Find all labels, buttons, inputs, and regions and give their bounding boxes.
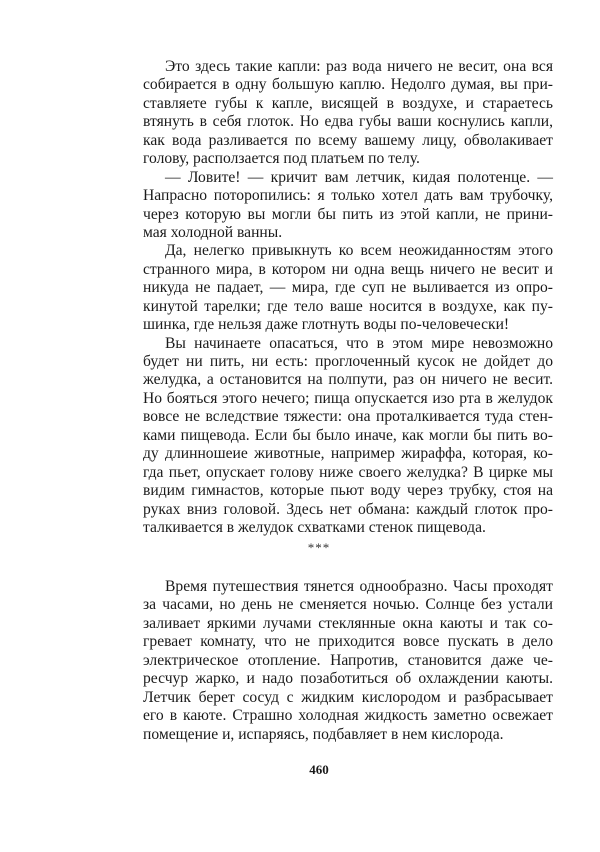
text-line: помещение и, испаряясь, подбавляет в нем кислорода. [143, 725, 504, 743]
text-line: ду длинношеие животные, например жираффа, которая, ко- [143, 445, 553, 463]
text-line: руках вниз головой. Здесь нет обмана: каждый глоток про- [143, 500, 553, 518]
text-line: втянуть в себя глоток. Но едва губы ваши коснулись капли, [143, 113, 553, 131]
text-line: Это здесь такие капли: раз вода ничего не весит, она вся [165, 58, 553, 75]
text-line: ками пищевода. Если бы было иначе, как могли бы пить во- [143, 426, 553, 444]
text-line: Время путешествия тянется однообразно. Часы проходят [165, 578, 553, 595]
text-line: как вода разливается по всему вашему лицу, обволакивает [143, 131, 553, 149]
text-line: шинка, где нельзя даже глотнуть воды по-человечески! [143, 316, 510, 334]
text-section-2 [143, 578, 553, 744]
text-line: голову, расползается под платьем по телу. [143, 150, 420, 168]
text-line: электрическое отопление. Напротив, становится даже че- [143, 651, 553, 669]
text-line: талкивается в желудок схватками стенок пищевода. [143, 518, 486, 536]
text-line: собирается в одну большую каплю. Недолго думая, вы при- [143, 76, 553, 94]
text-line: его в каюте. Страшно холодная жидкость заметно освежает [143, 707, 553, 725]
text-line: Но бояться этого нечего; пища опускается изо рта в желудок [143, 389, 553, 407]
text-line: гда пьет, опускает голову ниже своего желудка? В цирке мы [143, 463, 553, 481]
text-line: мая холодной ванны. [143, 223, 283, 241]
text-line: видим гимнастов, которые пьют воду через трубку, стоя на [143, 482, 553, 500]
section-separator: *** [307, 540, 331, 555]
text-section-1 [143, 58, 553, 537]
text-line: заливает яркими лучами стеклянные окна каюты и так со- [143, 614, 553, 632]
text-line: Летчик берет сосуд с жидким кислородом и разбрасывает [143, 688, 553, 706]
text-line: за часами, но день не сменяется ночью. Солнце без устали [143, 596, 553, 614]
text-line: ставляете губы к капле, висящей в воздухе, и стараетесь [143, 94, 553, 112]
text-line: ресчур жарко, и надо позаботиться об охлаждении каюты. [143, 670, 553, 688]
text-line: кинутой тарелки; где тело ваше носится в воздухе, как пу- [143, 297, 553, 315]
text-line: Да, нелегко привыкнуть ко всем неожиданностям этого [165, 242, 553, 260]
text-line: Вы начинаете опасаться, что в этом мире невозможно [165, 334, 553, 352]
text-line: Напрасно поторопились: я только хотел дать вам трубочку, [143, 187, 553, 205]
text-line: никуда не падает, — мира, где суп не выливается из опро- [143, 279, 553, 297]
text-line: — Ловите! — кричит вам летчик, кидая полотенце. — [165, 168, 553, 186]
text-line: вовсе не вследствие тяжести: она проталкивается туда стен- [143, 408, 553, 426]
text-line: желудка, а остановится на полпути, раз он ничего не весит. [143, 371, 553, 389]
page-number: 460 [309, 762, 329, 777]
text-line: странного мира, в котором ни одна вещь ничего не весит и [143, 260, 553, 278]
text-line: через которую вы могли бы пить из этой капли, не прини- [143, 205, 553, 223]
text-line: гревает комнату, что не приходится вовсе пускать в дело [143, 633, 553, 651]
text-line: будет ни пить, ни есть: проглоченный кусок не дойдет до [143, 353, 553, 370]
